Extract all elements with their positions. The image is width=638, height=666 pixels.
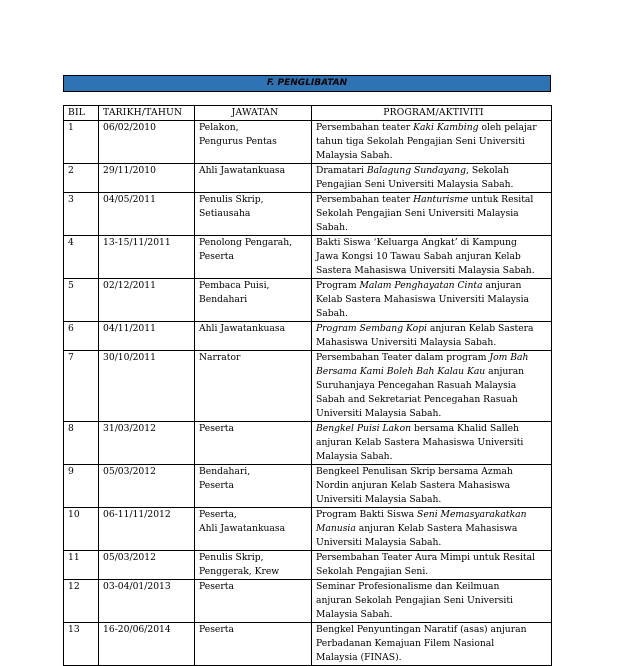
program-text: Jawa Kongsi 10 Tawau Sabah anjuran Kelab <box>316 251 521 262</box>
cell-jawatan <box>195 279 312 322</box>
jawatan-line: Penulis Skrip, <box>199 552 264 563</box>
cell-jawatan <box>195 508 312 551</box>
program-line <box>316 193 548 207</box>
program-text: Universiti Malaysia Sabah. <box>316 408 442 419</box>
cell-program <box>312 422 552 465</box>
table-row <box>64 551 552 580</box>
table-row <box>64 322 552 351</box>
program-title-italic: Program Sembang Kopi <box>316 323 427 334</box>
program-line <box>316 307 548 321</box>
program-text: Bengkeel Penulisan Skrip bersama Azmah <box>316 466 513 477</box>
cell-tarikh: 06-11/11/2012 <box>99 508 195 551</box>
program-title-italic: Balagung Sundayang <box>366 165 466 176</box>
table-row <box>64 465 552 508</box>
cell-bil: 9 <box>64 465 99 508</box>
program-text: Persembahan Teater dalam program <box>316 352 490 363</box>
cell-jawatan <box>195 121 312 164</box>
cell-tarikh: 31/03/2012 <box>99 422 195 465</box>
jawatan-line: Peserta <box>199 581 234 592</box>
program-title-italic: Bengkel Puisi Lakon <box>316 423 412 434</box>
program-title-italic: Manusia <box>316 523 356 534</box>
program-line <box>316 637 548 651</box>
jawatan-line: Peserta <box>199 624 234 635</box>
jawatan-line: Peserta <box>199 423 234 434</box>
program-line <box>316 522 548 536</box>
cell-tarikh: 30/10/2011 <box>99 351 195 422</box>
table-row <box>64 236 552 279</box>
program-line <box>316 623 548 637</box>
table-row <box>64 164 552 193</box>
jawatan-line: Bendahari, <box>199 466 251 477</box>
program-text: Sabah and Sekretariat Pencegahan Rasuah <box>316 394 518 405</box>
cell-jawatan <box>195 193 312 236</box>
program-line <box>316 149 548 163</box>
program-title-italic: Hanturisme <box>413 194 469 205</box>
program-line <box>316 651 548 665</box>
program-text: Persembahan teater <box>316 194 414 205</box>
header-jawatan: JAWATAN <box>195 106 312 121</box>
program-text: Sabah. <box>316 222 348 233</box>
jawatan-line: Penggerak, Krew <box>199 566 280 577</box>
program-line <box>316 508 548 522</box>
program-line <box>316 293 548 307</box>
program-title-italic: Bersama Kami Boleh Bah Kalau Kau <box>316 366 486 377</box>
cell-tarikh: 03-04/01/2013 <box>99 580 195 623</box>
cell-program <box>312 322 552 351</box>
program-text: Suruhanjaya Pencegahan Rasuah Malaysia <box>316 380 517 391</box>
program-text: bersama Khalid Salleh <box>411 423 519 434</box>
cell-tarikh: 05/03/2012 <box>99 465 195 508</box>
cell-program <box>312 551 552 580</box>
program-line <box>316 178 548 192</box>
program-text: Program Bakti Siswa <box>316 509 418 520</box>
program-title-italic: Jom Bah <box>489 352 529 363</box>
program-line <box>316 322 548 336</box>
cell-program <box>312 623 552 666</box>
jawatan-line: Peserta <box>199 480 234 491</box>
table-row <box>64 508 552 551</box>
cell-jawatan <box>195 351 312 422</box>
cell-bil: 6 <box>64 322 99 351</box>
program-text: anjuran Kelab Sastera Mahasiswa <box>355 523 518 534</box>
header-program: PROGRAM/AKTIVITI <box>312 106 552 121</box>
program-line <box>316 407 548 421</box>
program-text: tahun tiga Sekolah Pengajian Seni Universiti <box>316 136 525 147</box>
program-title-italic: Kaki Kambing <box>413 122 479 133</box>
jawatan-line: Ahli Jawatankuasa <box>199 323 286 334</box>
program-text: Mahasiswa Universiti Malaysia Sabah. <box>316 337 497 348</box>
program-text: Universiti Malaysia Sabah. <box>316 494 442 505</box>
program-line <box>316 493 548 507</box>
jawatan-line: Ahli Jawatankuasa <box>199 165 286 176</box>
cell-jawatan <box>195 623 312 666</box>
cell-bil: 7 <box>64 351 99 422</box>
cell-tarikh: 16-20/06/2014 <box>99 623 195 666</box>
jawatan-line: Peserta <box>199 251 234 262</box>
program-line <box>316 594 548 608</box>
program-line <box>316 221 548 235</box>
jawatan-line: Narrator <box>199 352 241 363</box>
cell-jawatan <box>195 236 312 279</box>
table-body <box>64 121 552 666</box>
jawatan-line: Peserta, <box>199 509 237 520</box>
program-text: Sekolah Pengajian Seni. <box>316 566 429 577</box>
cell-program <box>312 193 552 236</box>
header-bil: BIL <box>64 106 99 121</box>
program-line <box>316 422 548 436</box>
program-line <box>316 351 548 365</box>
program-text: anjuran Sekolah Pengajian Seni Universiti <box>316 595 513 606</box>
jawatan-line: Setiausaha <box>199 208 251 219</box>
program-text: Nordin anjuran Kelab Sastera Mahasiswa <box>316 480 511 491</box>
table-header-row <box>64 106 552 121</box>
program-text: Bakti Siswa ‘Keluarga Angkat’ di Kampung <box>316 237 517 248</box>
program-text: Perbadanan Kemajuan Filem Nasional <box>316 638 495 649</box>
program-line <box>316 608 548 622</box>
program-text: Persembahan teater <box>316 122 414 133</box>
program-text: anjuran <box>485 366 525 377</box>
activity-table <box>63 105 552 666</box>
cell-program <box>312 465 552 508</box>
cell-jawatan <box>195 164 312 193</box>
program-text: anjuran Kelab Sastera Mahasiswa Universiti <box>316 437 524 448</box>
cell-program <box>312 121 552 164</box>
table-row <box>64 580 552 623</box>
cell-tarikh: 05/03/2012 <box>99 551 195 580</box>
program-line <box>316 465 548 479</box>
cell-bil: 3 <box>64 193 99 236</box>
cell-program <box>312 279 552 322</box>
program-line <box>316 379 548 393</box>
cell-jawatan <box>195 580 312 623</box>
cell-program <box>312 580 552 623</box>
jawatan-line: Pengurus Pentas <box>199 136 277 147</box>
cell-bil: 8 <box>64 422 99 465</box>
program-line <box>316 250 548 264</box>
header-tarikh: TARIKH/TAHUN <box>99 106 195 121</box>
program-text: Universiti Malaysia Sabah. <box>316 537 442 548</box>
cell-program <box>312 508 552 551</box>
cell-jawatan <box>195 422 312 465</box>
program-line <box>316 580 548 594</box>
program-line <box>316 207 548 221</box>
program-text: Seminar Profesionalisme dan Keilmuan <box>316 581 500 592</box>
program-text: , Sekolah <box>465 165 509 176</box>
program-line <box>316 450 548 464</box>
program-line <box>316 436 548 450</box>
program-line <box>316 551 548 565</box>
program-text: untuk Resital <box>468 194 534 205</box>
cell-program <box>312 164 552 193</box>
cell-jawatan <box>195 465 312 508</box>
cell-tarikh: 04/05/2011 <box>99 193 195 236</box>
jawatan-line: Ahli Jawatankuasa <box>199 523 286 534</box>
program-text: Dramatari <box>316 165 367 176</box>
program-line <box>316 565 548 579</box>
cell-tarikh: 29/11/2010 <box>99 164 195 193</box>
cell-program <box>312 236 552 279</box>
program-line <box>316 164 548 178</box>
cell-bil: 12 <box>64 580 99 623</box>
cell-bil: 2 <box>64 164 99 193</box>
program-line <box>316 279 548 293</box>
cell-tarikh: 06/02/2010 <box>99 121 195 164</box>
program-text: Sekolah Pengajian Seni Universiti Malaysia <box>316 208 519 219</box>
cell-bil: 11 <box>64 551 99 580</box>
program-text: Kelab Sastera Mahasiswa Universiti Malaysia <box>316 294 530 305</box>
jawatan-line: Pelakon, <box>199 122 239 133</box>
jawatan-line: Pembaca Puisi, <box>199 280 270 291</box>
program-text: Program <box>316 280 360 291</box>
cell-tarikh: 13-15/11/2011 <box>99 236 195 279</box>
jawatan-line: Bendahari <box>199 294 248 305</box>
jawatan-line: Penolong Pengarah, <box>199 237 293 248</box>
program-text: Pengajian Seni Universiti Malaysia Sabah. <box>316 179 514 190</box>
cell-program <box>312 351 552 422</box>
program-text: Sabah. <box>316 308 348 319</box>
program-text: Bengkel Penyuntingan Naratif (asas) anjuran <box>316 624 527 635</box>
cell-bil: 4 <box>64 236 99 279</box>
program-line <box>316 336 548 350</box>
program-line <box>316 264 548 278</box>
program-line <box>316 536 548 550</box>
table-row <box>64 422 552 465</box>
table-row <box>64 279 552 322</box>
cell-tarikh: 02/12/2011 <box>99 279 195 322</box>
program-line <box>316 365 548 379</box>
cell-jawatan <box>195 322 312 351</box>
program-line <box>316 135 548 149</box>
cell-bil: 1 <box>64 121 99 164</box>
cell-bil: 5 <box>64 279 99 322</box>
cell-bil: 13 <box>64 623 99 666</box>
cell-jawatan <box>195 551 312 580</box>
table-row <box>64 351 552 422</box>
program-text: oleh pelajar <box>478 122 537 133</box>
program-text: anjuran Kelab Sastera <box>426 323 534 334</box>
program-text: Malaysia Sabah. <box>316 150 393 161</box>
program-line <box>316 236 548 250</box>
jawatan-line: Penulis Skrip, <box>199 194 264 205</box>
program-title-italic: Seni Memasyarakatkan <box>417 509 527 520</box>
program-line <box>316 121 548 135</box>
section-title: F. PENGLIBATAN <box>63 75 551 92</box>
program-text: Malaysia (FINAS). <box>316 652 402 663</box>
program-title-italic: Malam Penghayatan Cinta <box>359 280 483 291</box>
program-text: Sastera Mahasiswa Universiti Malaysia Sabah. <box>316 265 535 276</box>
cell-bil: 10 <box>64 508 99 551</box>
program-text: Malaysia Sabah. <box>316 609 393 620</box>
cell-tarikh: 04/11/2011 <box>99 322 195 351</box>
program-text: Persembahan Teater Aura Mimpi untuk Resital <box>316 552 536 563</box>
program-line <box>316 393 548 407</box>
table-row <box>64 623 552 666</box>
table-row <box>64 193 552 236</box>
program-text: Malaysia Sabah. <box>316 451 393 462</box>
program-line <box>316 479 548 493</box>
table-row <box>64 121 552 164</box>
program-text: anjuran <box>482 280 522 291</box>
